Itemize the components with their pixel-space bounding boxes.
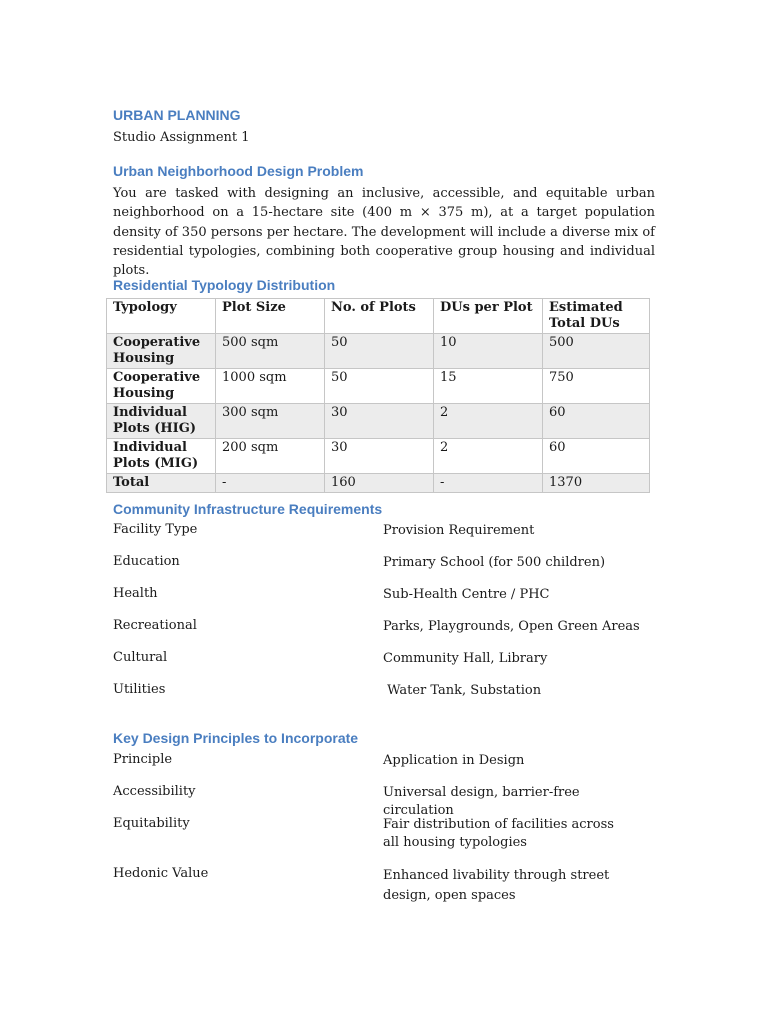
facility-type: Cultural (113, 650, 168, 665)
typology-heading: Residential Typology Distribution (113, 277, 336, 293)
provision-requirement: Primary School (for 500 children) (383, 555, 606, 570)
cell-total-dus: 60 (543, 404, 650, 439)
typology-table (106, 298, 650, 493)
principle-application: Fair distribution of facilities across all housing typologies (383, 817, 614, 850)
cell-plot-size: 500 sqm (216, 334, 325, 369)
provision-header: Provision Requirement (383, 523, 535, 538)
table-total-row (107, 474, 650, 493)
cell-plot-size: 1000 sqm (216, 369, 325, 404)
application-header: Application in Design (383, 753, 525, 768)
cell-total-dus: 750 (543, 369, 650, 404)
table-row (107, 439, 650, 474)
facility-type: Education (113, 554, 180, 569)
principle-application: Universal design, barrier-free circulation (383, 785, 580, 818)
cell-plot-size: - (216, 474, 325, 493)
cell-total-dus: 1370 (543, 474, 650, 493)
principle-name: Equitability (113, 816, 190, 831)
cell-typology: Individual Plots (MIG) (107, 439, 216, 474)
table-row (107, 369, 650, 404)
facility-type: Utilities (113, 682, 166, 697)
cell-plot-size: 200 sqm (216, 439, 325, 474)
facility-type-header: Facility Type (113, 522, 198, 537)
col-header-num-plots: No. of Plots (325, 299, 434, 334)
cell-total-dus: 500 (543, 334, 650, 369)
cell-typology: Individual Plots (HIG) (107, 404, 216, 439)
provision-requirement: Sub-Health Centre / PHC (383, 587, 550, 602)
provision-requirement: Parks, Playgrounds, Open Green Areas (383, 619, 640, 634)
col-header-total-dus: Estimated Total DUs (543, 299, 650, 334)
cell-plot-size: 300 sqm (216, 404, 325, 439)
col-header-typology: Typology (107, 299, 216, 334)
typology-header-row (107, 299, 650, 334)
cell-num-plots: 160 (325, 474, 434, 493)
cell-num-plots: 30 (325, 439, 434, 474)
cell-dus-per-plot: 2 (434, 404, 543, 439)
provision-requirement: Community Hall, Library (383, 651, 548, 666)
principle-name: Accessibility (113, 784, 196, 799)
principle-application: Enhanced livability through street design, open spaces (383, 868, 610, 903)
col-header-plot-size: Plot Size (216, 299, 325, 334)
problem-heading: Urban Neighborhood Design Problem (113, 163, 364, 179)
cell-typology: Cooperative Housing (107, 369, 216, 404)
cell-typology: Total (107, 474, 216, 493)
facility-type: Health (113, 586, 158, 601)
facility-type: Recreational (113, 618, 197, 633)
cell-dus-per-plot: - (434, 474, 543, 493)
infrastructure-heading: Community Infrastructure Requirements (113, 501, 383, 517)
cell-dus-per-plot: 2 (434, 439, 543, 474)
table-row (107, 334, 650, 369)
document-subtitle: Studio Assignment 1 (113, 130, 250, 145)
problem-paragraph: You are tasked with designing an inclusive, accessible, and equitable urban neighborhood on a 15-hectare site (400 m × 375 m), at a target population density of 350 persons per hectare. The development will include a diverse mix of residential typologies, combining both cooperative group housing and individual plots. (113, 186, 655, 279)
cell-total-dus: 60 (543, 439, 650, 474)
provision-requirement: Water Tank, Substation (383, 683, 542, 698)
principle-name: Hedonic Value (113, 866, 209, 881)
cell-dus-per-plot: 10 (434, 334, 543, 369)
col-header-dus-per-plot: DUs per Plot (434, 299, 543, 334)
cell-dus-per-plot: 15 (434, 369, 543, 404)
table-row (107, 404, 650, 439)
principle-header: Principle (113, 752, 173, 767)
document-title: URBAN PLANNING (113, 107, 241, 123)
principles-heading: Key Design Principles to Incorporate (113, 730, 359, 746)
cell-num-plots: 30 (325, 404, 434, 439)
cell-num-plots: 50 (325, 334, 434, 369)
cell-num-plots: 50 (325, 369, 434, 404)
cell-typology: Cooperative Housing (107, 334, 216, 369)
